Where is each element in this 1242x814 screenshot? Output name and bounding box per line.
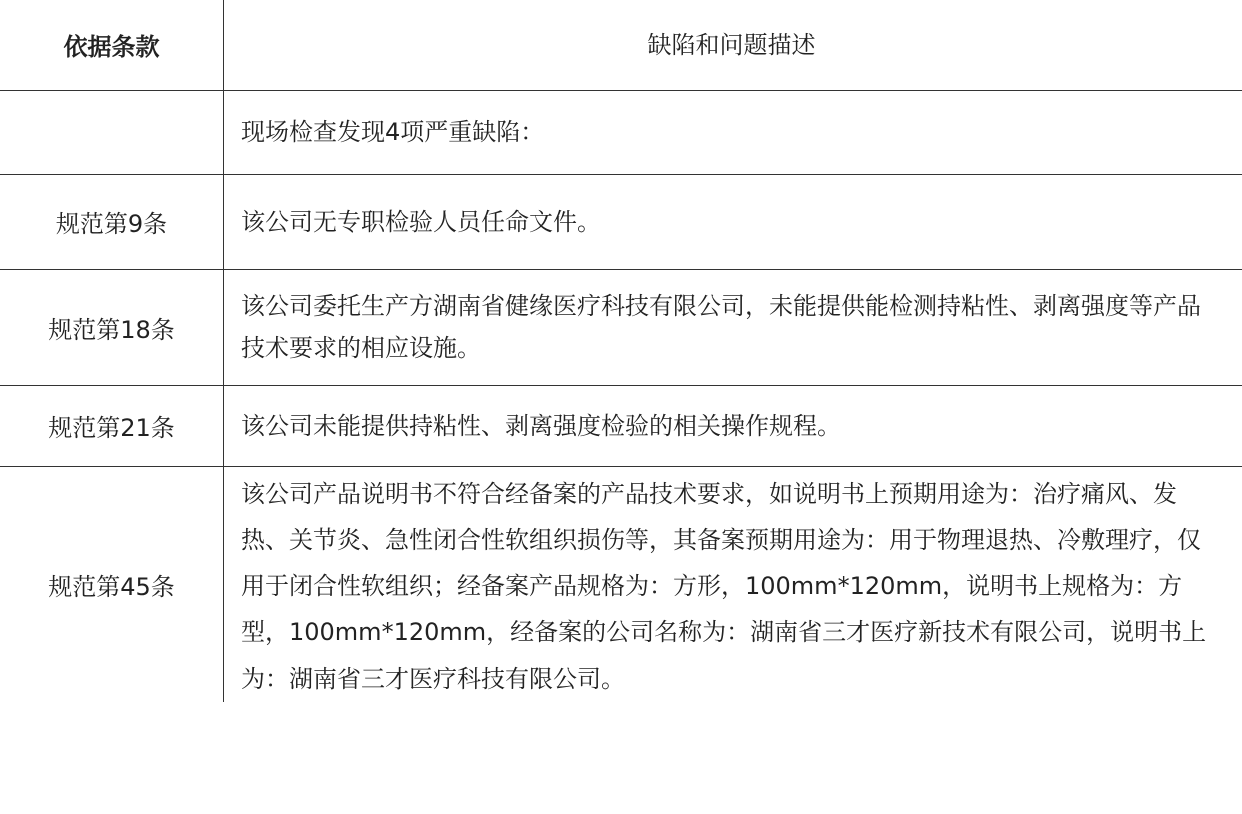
row-description: 该公司未能提供持粘性、剥离强度检验的相关操作规程。 — [224, 385, 1242, 466]
table-row — [0, 90, 1242, 174]
row-clause — [0, 90, 224, 174]
table-row — [0, 174, 1242, 269]
table-row — [0, 385, 1242, 466]
header-description: 缺陷和问题描述 — [224, 0, 1242, 90]
row-clause: 规范第21条 — [0, 385, 224, 466]
row-description: 该公司产品说明书不符合经备案的产品技术要求，如说明书上预期用途为：治疗痛风、发热、关节炎、急性闭合性软组织损伤等，其备案预期用途为：用于物理退热、冷敷理疗，仅用于闭合性软组织；经备案产品规格为：方形，100mm*120mm，说明书上规格为：方型，100mm*120mm，经备案的公司名称为：湖南省三才医疗新技术有限公司，说明书上为：湖南省三才医疗科技有限公司。 — [241, 479, 1207, 693]
row-clause: 规范第45条 — [0, 466, 224, 702]
table-header-row — [0, 0, 1242, 90]
table-row — [0, 466, 1242, 702]
row-clause: 规范第9条 — [0, 174, 224, 269]
header-clause: 依据条款 — [0, 0, 224, 90]
row-description: 该公司无专职检验人员任命文件。 — [224, 174, 1242, 269]
row-description: 现场检查发现4项严重缺陷： — [224, 90, 1242, 174]
row-clause: 规范第18条 — [0, 269, 224, 385]
row-description: 该公司委托生产方湖南省健缘医疗科技有限公司，未能提供能检测持粘性、剥离强度等产品技术要求的相应设施。 — [224, 269, 1242, 385]
table-row — [0, 269, 1242, 385]
